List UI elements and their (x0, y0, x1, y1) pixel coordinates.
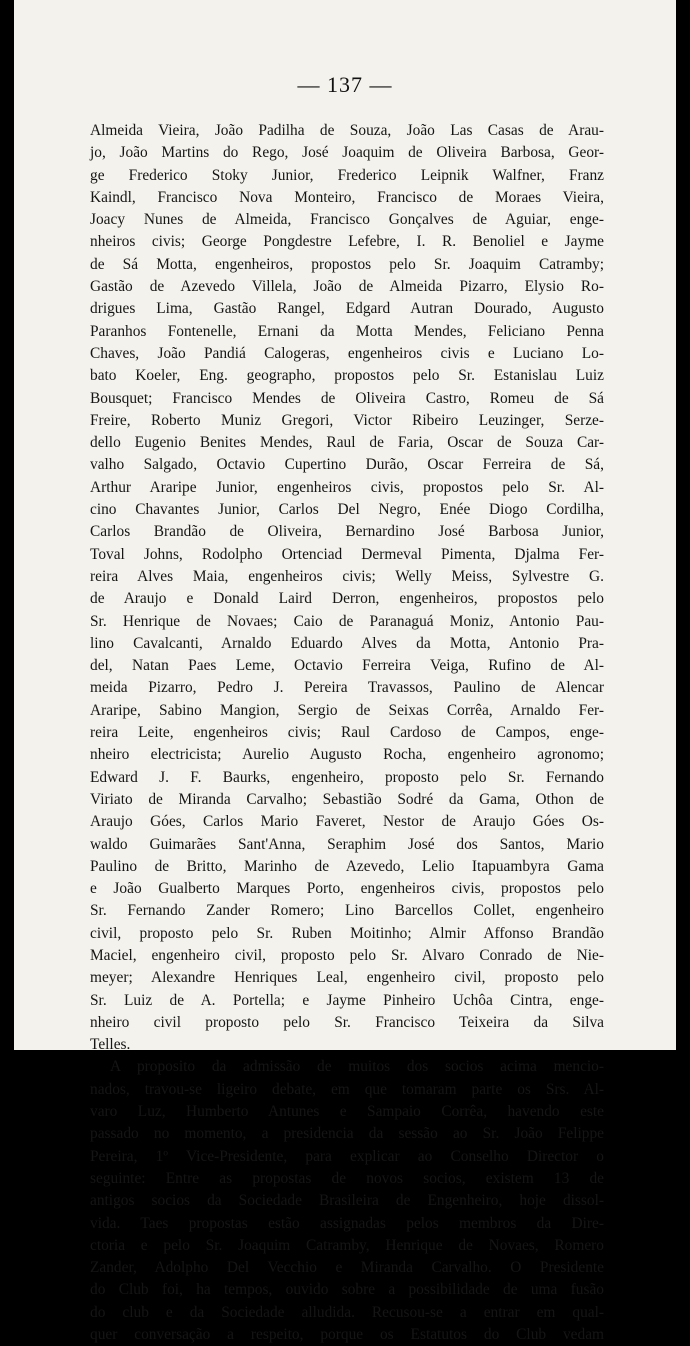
text-line: Paulino de Britto, Marinho de Azevedo, Lelio Itapuambyra Gama (90, 857, 604, 875)
text-line: A proposito da admissão de muitos dos socios acima mencio- (110, 1058, 604, 1076)
text-line: Arthur Araripe Junior, engenheiros civis, propostos pelo Sr. Al- (90, 478, 604, 496)
text-line: vida. Taes propostas estão assignadas pelos membros da Dire- (90, 1214, 604, 1232)
text-line: jo, João Martins do Rego, José Joaquim de Oliveira Barbosa, Geor- (90, 144, 604, 162)
text-line: antigos socios da Sociedade Brasileira de Engenheiro, hoje dissol- (90, 1192, 604, 1210)
text-line: varo Luz, Humberto Antunes e Sampaio Corrêa, havendo este (90, 1103, 604, 1121)
text-line: Araujo Góes, Carlos Mario Faveret, Nestor de Araujo Góes Os- (90, 813, 604, 831)
text-line: de Sá Motta, engenheiros, propostos pelo Sr. Joaquim Catramby; (90, 255, 604, 273)
text-line: ctoria e pelo Sr. Joaquim Catramby, Henrique de Novaes, Romero (90, 1236, 604, 1254)
text-line: Almeida Vieira, João Padilha de Souza, João Las Casas de Arau- (90, 122, 604, 139)
text-line: meyer; Alexandre Henriques Leal, engenheiro civil, proposto pelo (90, 969, 604, 987)
text-line: cino Chavantes Junior, Carlos Del Negro, Enée Diogo Cordilha, (90, 501, 604, 519)
text-line: Telles. (90, 1036, 131, 1054)
text-line: e João Gualberto Marques Porto, engenheiros civis, propostos pelo (90, 880, 604, 898)
text-line: dello Eugenio Benites Mendes, Raul de Faria, Oscar de Souza Car- (90, 434, 604, 452)
text-line: nheiro civil proposto pelo Sr. Francisco Teixeira da Silva (90, 1013, 604, 1031)
text-line: Araripe, Sabino Mangion, Sergio de Seixas Corrêa, Arnaldo Fer- (90, 701, 604, 719)
text-line: quer conversação a respeito, porque os Estatutos do Club vedam (90, 1326, 604, 1344)
text-line: meida Pizarro, Pedro J. Pereira Travassos, Paulino de Alencar (90, 679, 604, 697)
text-line: Sr. Henrique de Novaes; Caio de Paranaguá Moniz, Antonio Pau- (90, 612, 604, 630)
text-line: reira Alves Maia, engenheiros civis; Welly Meiss, Sylvestre G. (90, 567, 604, 585)
text-line: Freire, Roberto Muniz Gregori, Victor Ribeiro Leuzinger, Serze- (90, 411, 604, 429)
text-line: Carlos Brandão de Oliveira, Bernardino José Barbosa Junior, (90, 523, 604, 541)
paragraph-proposed-members (90, 120, 604, 1056)
text-line: Zander, Adolpho Del Vecchio e Miranda Carvalho. O Presidente (90, 1259, 604, 1277)
text-line: Toval Johns, Rodolpho Ortenciad Dermeval Pimenta, Djalma Fer- (90, 545, 604, 563)
text-line: passado no momento, a presidencia da sessão ao Sr. João Felippe (90, 1125, 604, 1143)
text-line: nheiro electricista; Aurelio Augusto Rocha, engenheiro agronomo; (90, 746, 604, 764)
text-line: bato Koeler, Eng. geographo, propostos pelo Sr. Estanislau Luiz (90, 367, 604, 385)
text-line: Pereira, 1º Vice-Presidente, para explicar ao Conselho Director o (90, 1147, 604, 1165)
body-text (90, 120, 604, 1346)
text-line: nados, travou-se ligeiro debate, em que tomaram parte os Srs. Al- (90, 1080, 604, 1098)
text-line: valho Salgado, Octavio Cupertino Durão, Oscar Ferreira de Sá, (90, 456, 604, 474)
text-line: nheiros civis; George Pongdestre Lefebre, I. R. Benoliel e Jayme (90, 233, 604, 251)
text-line: do Club foi, ha tempos, ouvido sobre a possibilidade de uma fusão (90, 1281, 604, 1299)
text-line: civil, proposto pelo Sr. Ruben Moitinho; Almir Affonso Brandão (90, 924, 604, 942)
text-line: drigues Lima, Gastão Rangel, Edgard Autran Dourado, Augusto (90, 300, 604, 318)
text-line: de Araujo e Donald Laird Derron, engenheiros, propostos pelo (90, 590, 604, 608)
text-line: Gastão de Azevedo Villela, João de Almeida Pizarro, Elysio Ro- (90, 278, 604, 296)
page-number: — 137 — (297, 72, 393, 97)
text-line: Joacy Nunes de Almeida, Francisco Gonçalves de Aguiar, enge- (90, 211, 604, 229)
text-line: waldo Guimarães Sant'Anna, Seraphim José dos Santos, Mario (90, 835, 604, 853)
document-page (14, 0, 676, 1344)
text-line: Chaves, João Pandiá Calogeras, engenheiros civis e Luciano Lo- (90, 344, 604, 362)
text-line: del, Natan Paes Leme, Octavio Ferreira Veiga, Rufino de Al- (90, 657, 604, 675)
text-line: reira Leite, engenheiros civis; Raul Cardoso de Campos, enge- (90, 724, 604, 742)
text-line: seguinte: Entre as propostas de novos socios, existem 13 de (90, 1169, 604, 1187)
text-line: Kaindl, Francisco Nova Monteiro, Francisco de Moraes Vieira, (90, 188, 604, 206)
text-line: Sr. Luiz de A. Portella; e Jayme Pinheiro Uchôa Cintra, enge- (90, 991, 604, 1009)
text-line: ge Frederico Stoky Junior, Frederico Leipnik Walfner, Franz (90, 166, 604, 184)
text-line: Edward J. F. Baurks, engenheiro, proposto pelo Sr. Fernando (90, 768, 604, 786)
text-line: Viriato de Miranda Carvalho; Sebastião Sodré da Gama, Othon de (90, 790, 604, 808)
text-line: lino Cavalcanti, Arnaldo Eduardo Alves da Motta, Antonio Pra- (90, 634, 604, 652)
text-line: Maciel, engenheiro civil, proposto pelo Sr. Alvaro Conrado de Nie- (90, 946, 604, 964)
text-line: Sr. Fernando Zander Romero; Lino Barcellos Collet, engenheiro (90, 902, 604, 920)
text-line: Bousquet; Francisco Mendes de Oliveira Castro, Romeu de Sá (90, 389, 604, 407)
text-line: do club e da Sociedade alludida. Recusou-se a entrar em qual- (90, 1303, 604, 1321)
text-line: Paranhos Fontenelle, Ernani da Motta Mendes, Feliciano Penna (90, 322, 604, 340)
paragraph-admission-debate (90, 1056, 604, 1346)
